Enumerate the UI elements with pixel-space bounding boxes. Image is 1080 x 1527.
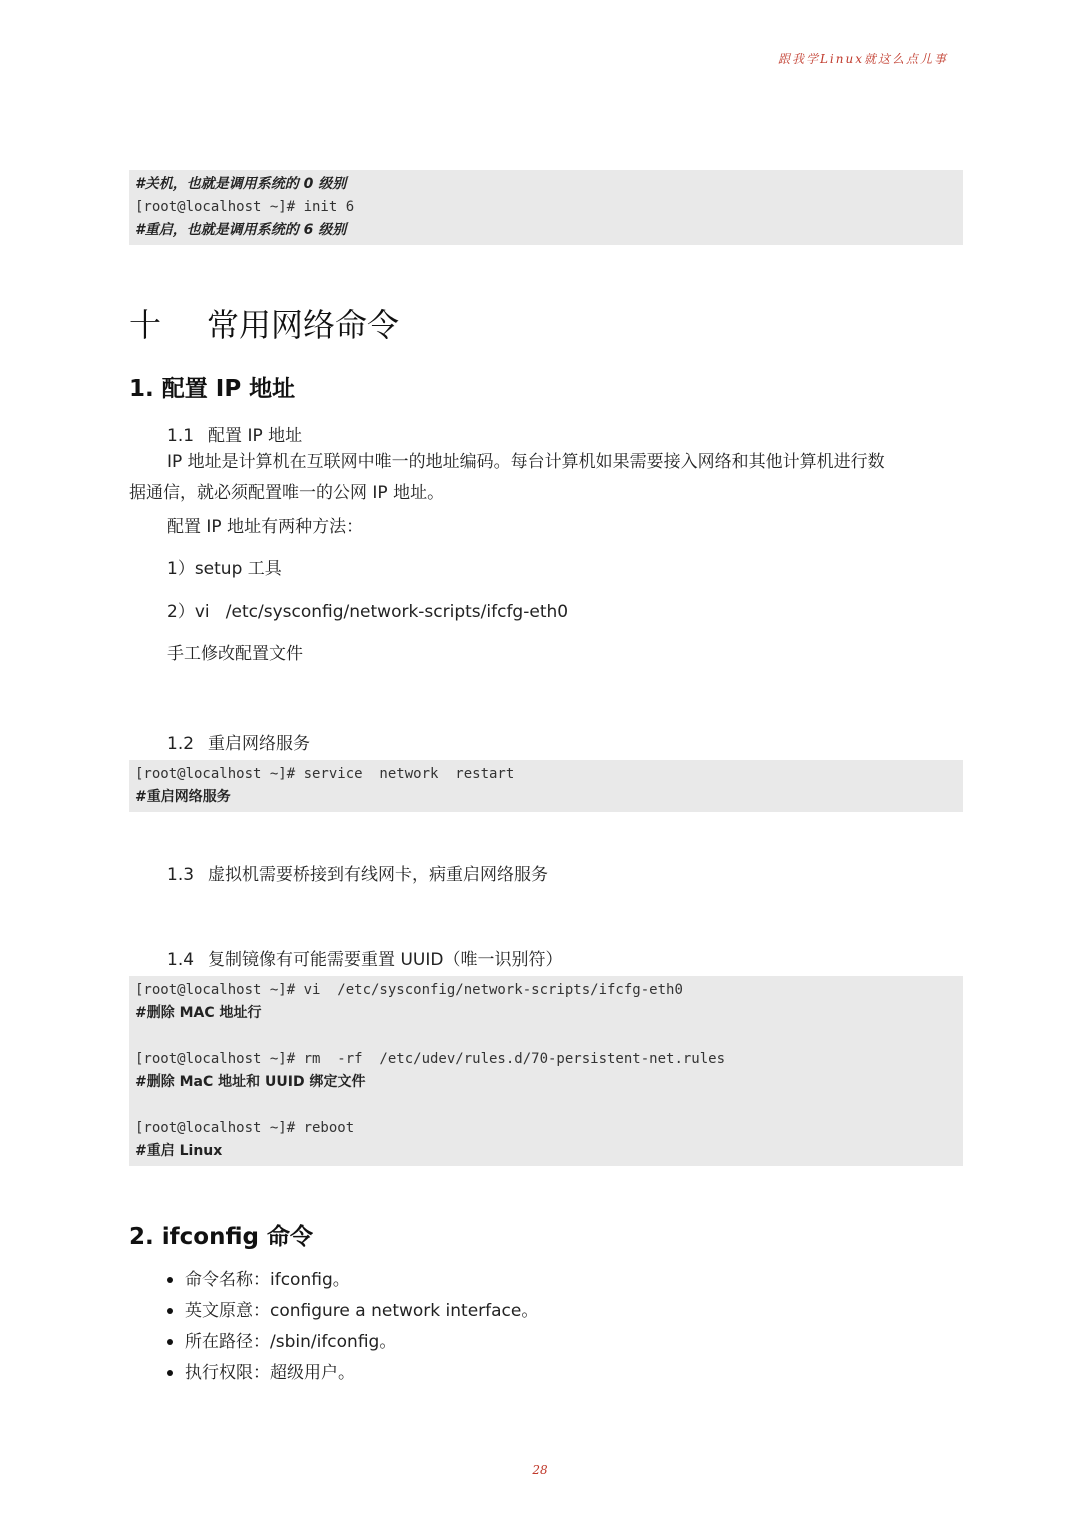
list-item-text: 命令名称：ifconfig。 [185, 1270, 350, 1290]
subsection-title: 虚拟机需要桥接到有线网卡，病重启网络服务 [208, 865, 549, 885]
subsection-number: 1.3 [167, 865, 195, 885]
bullet-icon [167, 1277, 173, 1283]
code-blank-line [135, 1025, 957, 1048]
code-command: [root@localhost ~]# vi /etc/sysconfig/network-scripts/ifcfg-eth0 [135, 982, 683, 998]
code-command: [root@localhost ~]# reboot [135, 1120, 355, 1136]
paragraph-ip-line1: IP 地址是计算机在互联网中唯一的地址编码。每台计算机如果需要接入网络和其他计算机进行数 [167, 452, 885, 472]
chapter-heading [129, 300, 399, 346]
code-comment: #删除 MAC 地址行 [135, 1005, 262, 1021]
subsection-1-3 [167, 860, 548, 885]
subsection-number: 1.1 [167, 426, 195, 446]
subsection-number: 1.2 [167, 734, 195, 754]
code-comment: #重启，也就是调用系统的 6 级别 [135, 222, 347, 238]
section-heading-1: 1. 配置 IP 地址 [129, 376, 296, 402]
chapter-title: 常用网络命令 [207, 306, 400, 344]
method-vi: 2）vi /etc/sysconfig/network-scripts/ifcfg-eth0 [167, 602, 569, 622]
subsection-title: 配置 IP 地址 [208, 426, 303, 446]
running-header: 跟我学Linux就这么点儿事 [777, 52, 948, 66]
subsection-1-2 [167, 729, 310, 754]
chapter-number: 十 [129, 306, 162, 344]
paragraph-methods: 配置 IP 地址有两种方法： [167, 517, 364, 537]
code-comment: #关机，也就是调用系统的 0 级别 [135, 176, 347, 192]
subsection-1-1 [167, 421, 302, 446]
code-command: [root@localhost ~]# service network restart [135, 766, 515, 782]
list-item [167, 1327, 538, 1358]
subsection-title: 复制镜像有可能需要重置 UUID（唯一识别符） [208, 950, 563, 970]
code-command: [root@localhost ~]# init 6 [135, 199, 355, 215]
paragraph-ip-line2: 据通信，就必须配置唯一的公网 IP 地址。 [129, 483, 445, 503]
list-item [167, 1296, 538, 1327]
manual-edit-text: 手工修改配置文件 [167, 644, 303, 664]
subsection-1-4 [167, 945, 562, 970]
code-block-uuid [129, 976, 963, 1166]
list-item [167, 1358, 538, 1389]
method-setup: 1）setup 工具 [167, 559, 282, 579]
list-item-text: 执行权限：超级用户。 [185, 1363, 355, 1383]
page-number: 28 [532, 1463, 548, 1477]
code-command: [root@localhost ~]# rm -rf /etc/udev/rules.d/70-persistent-net.rules [135, 1051, 726, 1067]
list-item-text: 英文原意：configure a network interface。 [185, 1301, 539, 1321]
list-item-text: 所在路径：/sbin/ifconfig。 [185, 1332, 397, 1352]
code-block-restart [129, 760, 963, 812]
bullet-icon [167, 1370, 173, 1376]
subsection-title: 重启网络服务 [208, 734, 311, 754]
code-block-shutdown [129, 170, 963, 245]
code-comment: #重启网络服务 [135, 789, 231, 805]
list-item [167, 1265, 538, 1296]
ifconfig-info-list [167, 1265, 538, 1389]
subsection-number: 1.4 [167, 950, 195, 970]
bullet-icon [167, 1308, 173, 1314]
section-heading-2: 2. ifconfig 命令 [129, 1224, 313, 1250]
code-blank-line [135, 1094, 957, 1117]
bullet-icon [167, 1339, 173, 1345]
code-comment: #删除 MaC 地址和 UUID 绑定文件 [135, 1074, 366, 1090]
code-comment: #重启 Linux [135, 1143, 223, 1159]
